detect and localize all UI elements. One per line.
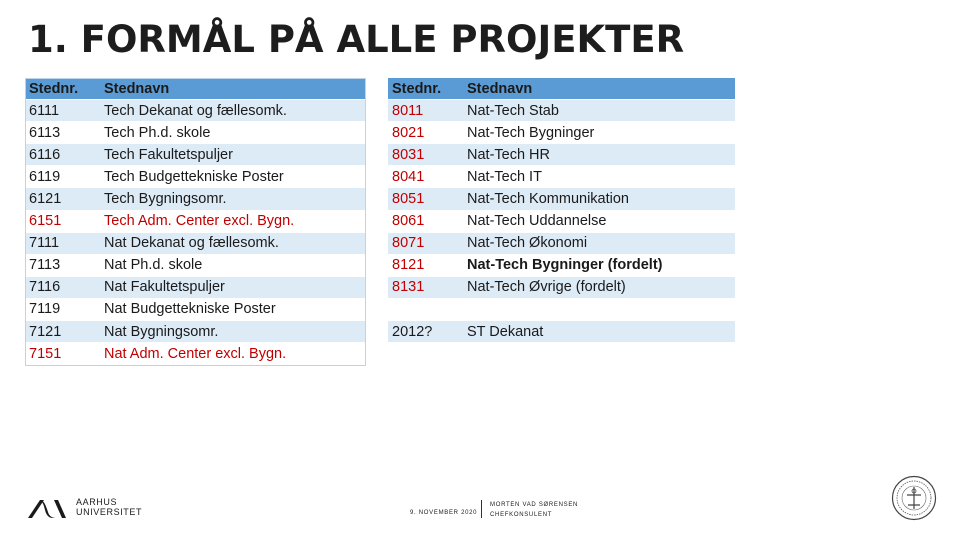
row-stednr: 7113	[25, 255, 100, 277]
table-row	[388, 122, 735, 144]
aarhus-university-logo-icon	[26, 496, 68, 520]
table-spacer-row	[388, 299, 735, 321]
row-stednr: 6121	[25, 188, 100, 210]
footer-date: 9. NOVEMBER 2020	[410, 510, 478, 516]
row-stednr: 7111	[25, 233, 100, 255]
slide-title: 1. FORMÅL PÅ ALLE PROJEKTER	[28, 18, 685, 61]
row-stednr: 8071	[388, 233, 463, 255]
table-row	[388, 233, 735, 255]
row-stednr: 7121	[25, 321, 100, 343]
table-row	[25, 100, 366, 122]
table-row	[388, 277, 735, 299]
university-name-line1: AARHUS	[76, 497, 118, 507]
table-row	[25, 233, 366, 255]
row-stednavn: ST Dekanat	[463, 321, 735, 343]
row-stednavn: Nat Adm. Center excl. Bygn.	[100, 343, 366, 365]
table-row	[25, 122, 366, 144]
table-row	[388, 166, 735, 188]
table-row	[25, 144, 366, 166]
row-stednavn: Tech Ph.d. skole	[100, 122, 366, 144]
row-stednr: 7119	[25, 299, 100, 321]
row-stednr: 8041	[388, 166, 463, 188]
column-header-stednr: Stednr.	[388, 78, 463, 100]
table-row	[25, 321, 366, 343]
row-stednr: 6119	[25, 166, 100, 188]
row-stednr: 8011	[388, 100, 463, 122]
row-stednr: 7151	[25, 343, 100, 365]
table-row	[388, 144, 735, 166]
row-stednavn: Nat-Tech Stab	[463, 100, 735, 122]
row-stednr: 6116	[25, 144, 100, 166]
row-stednavn: Nat Ph.d. skole	[100, 255, 366, 277]
row-stednavn: Tech Fakultetspuljer	[100, 144, 366, 166]
row-stednr: 8031	[388, 144, 463, 166]
left-table	[25, 78, 366, 365]
row-stednr: 8021	[388, 122, 463, 144]
table-row	[388, 188, 735, 210]
row-stednr: 8131	[388, 277, 463, 299]
right-table	[388, 78, 735, 343]
table-row	[25, 343, 366, 365]
row-stednr: 6151	[25, 211, 100, 233]
row-stednr: 8051	[388, 188, 463, 210]
row-stednavn: Nat Fakultetspuljer	[100, 277, 366, 299]
table-row	[388, 321, 735, 343]
column-header-stednavn: Stednavn	[100, 78, 366, 100]
row-stednr: 8121	[388, 255, 463, 277]
row-stednr: 7116	[25, 277, 100, 299]
row-stednavn: Nat-Tech HR	[463, 144, 735, 166]
table-row	[25, 166, 366, 188]
row-stednavn: Nat-Tech Bygninger (fordelt)	[463, 255, 735, 277]
person-name: MORTEN VAD SØRENSEN	[490, 502, 579, 508]
row-stednavn: Nat-Tech Økonomi	[463, 233, 735, 255]
row-stednavn: Nat-Tech IT	[463, 166, 735, 188]
row-stednavn: Nat Bygningsomr.	[100, 321, 366, 343]
table-row	[25, 188, 366, 210]
footer-person	[490, 500, 578, 520]
table-row	[388, 255, 735, 277]
row-stednavn: Nat-Tech Bygninger	[463, 122, 735, 144]
row-stednr: 8061	[388, 211, 463, 233]
row-stednr: 2012?	[388, 321, 463, 343]
row-stednavn: Tech Adm. Center excl. Bygn.	[100, 211, 366, 233]
row-stednr: 6113	[25, 122, 100, 144]
university-name	[76, 497, 142, 517]
row-stednr: 6111	[25, 100, 100, 122]
table-row	[388, 100, 735, 122]
column-header-stednavn: Stednavn	[463, 78, 735, 100]
row-stednavn: Nat-Tech Øvrige (fordelt)	[463, 277, 735, 299]
aarhus-university-seal-icon	[891, 475, 937, 521]
table-row	[388, 211, 735, 233]
table-row	[25, 299, 366, 321]
footer-divider	[481, 500, 482, 518]
row-stednavn: Tech Dekanat og fællesomk.	[100, 100, 366, 122]
row-stednavn: Nat-Tech Uddannelse	[463, 211, 735, 233]
table-row	[25, 277, 366, 299]
column-header-stednr: Stednr.	[25, 78, 100, 100]
person-title: CHEFKONSULENT	[490, 512, 553, 518]
row-stednavn: Nat Budgettekniske Poster	[100, 299, 366, 321]
row-stednavn: Nat-Tech Kommunikation	[463, 188, 735, 210]
university-name-line2: UNIVERSITET	[76, 507, 143, 517]
table-header-row	[388, 78, 735, 100]
row-stednavn: Tech Budgettekniske Poster	[100, 166, 366, 188]
table-row	[25, 255, 366, 277]
table-row	[25, 211, 366, 233]
table-header-row	[25, 78, 366, 100]
row-stednavn: Nat Dekanat og fællesomk.	[100, 233, 366, 255]
row-stednavn: Tech Bygningsomr.	[100, 188, 366, 210]
